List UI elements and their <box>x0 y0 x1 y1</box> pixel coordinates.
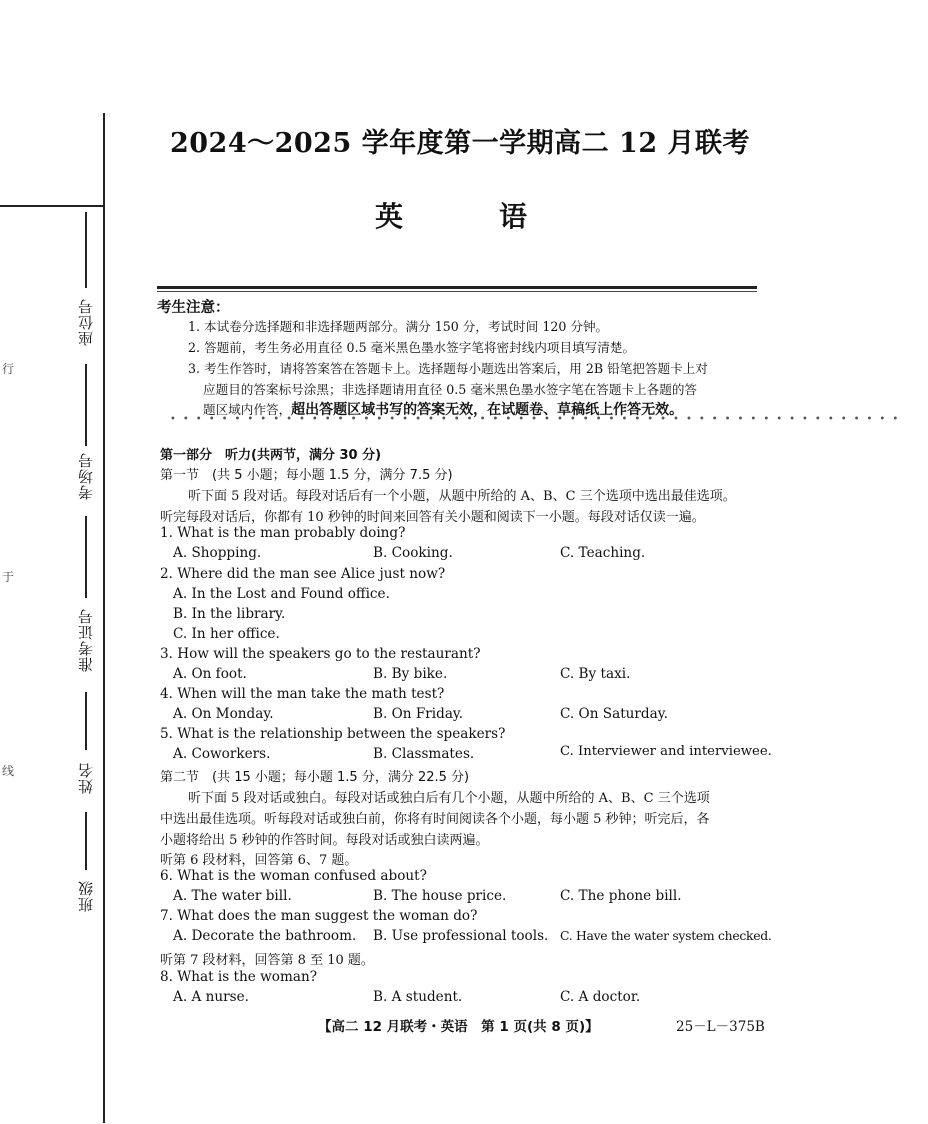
question-4: 4. When will the man take the math test? <box>160 686 445 702</box>
exam-title: 2024～2025 学年度第一学期高二 12 月联考 <box>169 128 751 159</box>
q1-option-b: B. Cooking. <box>373 545 453 561</box>
q5-option-c: C. Interviewer and interviewee. <box>560 744 772 759</box>
q6-option-a: A. The water bill. <box>173 888 292 904</box>
notice-item-1: 1. 本试卷分选择题和非选择题两部分。满分 150 分，考试时间 120 分钟。 <box>188 319 609 334</box>
margin-mark-3: 线 <box>2 764 15 778</box>
question-8: 8. What is the woman? <box>160 969 317 985</box>
q2-option-b: B. In the library. <box>173 606 286 622</box>
section1-instruction-1: 听下面 5 段对话。每段对话后有一个小题，从题中所给的 A、B、C 三个选项中选出最佳选项。 <box>188 489 736 504</box>
material-6-instruction: 听第 6 段材料，回答第 6、7 题。 <box>160 853 358 868</box>
notice-heading: 考生注意： <box>157 300 230 316</box>
q8-option-c: C. A doctor. <box>560 989 641 1005</box>
exam-room-rule <box>85 364 87 446</box>
question-7: 7. What does the man suggest the woman do? <box>160 908 478 924</box>
question-6: 6. What is the woman confused about? <box>160 868 427 884</box>
exam-room-label: 考场号 <box>77 452 95 500</box>
q1-option-c: C. Teaching. <box>560 545 646 561</box>
q3-option-a: A. On foot. <box>173 666 247 682</box>
material-7-instruction: 听第 7 段材料，回答第 8 至 10 题。 <box>160 953 374 968</box>
notice-plain-tail: 题区域内作答， <box>203 402 292 417</box>
separator-dots: ••••••••••••••••••••••••••••••••••••••••••••••••••••••••• <box>170 414 906 425</box>
question-3: 3. How will the speakers go to the restaurant? <box>160 646 481 662</box>
part1-heading: 第一部分 听力(共两节，满分 30 分) <box>160 448 382 463</box>
q6-option-b: B. The house price. <box>373 888 507 904</box>
seat-number-label: 座位号 <box>77 298 95 346</box>
question-1: 1. What is the man probably doing? <box>160 525 406 541</box>
q7-option-b: B. Use professional tools. <box>373 928 549 944</box>
class-rule <box>85 812 87 870</box>
notice-item-3-cont: 应题目的答案标号涂黑；非选择题请用直径 0.5 毫米黑色墨水签字笔在答题卡上各题的答 <box>203 382 698 397</box>
page-footer: 【高二 12 月联考・英语 第 1 页(共 8 页)】 <box>318 1019 599 1035</box>
question-5: 5. What is the relationship between the speakers? <box>160 726 506 742</box>
ticket-rule <box>85 516 87 598</box>
header-rule-thin <box>157 291 757 292</box>
notice-bold-warning: 超出答题区域书写的答案无效，在试题卷、草稿纸上作答无效。 <box>291 402 684 418</box>
class-label: 班级 <box>77 880 95 912</box>
section2-heading: 第二节 (共 15 小题；每小题 1.5 分，满分 22.5 分) <box>160 770 470 785</box>
notice-item-2: 2. 答题前，考生务必用直径 0.5 毫米黑色墨水签字笔将密封线内项目填写清楚。 <box>188 340 636 355</box>
ticket-number-label: 准考证号 <box>77 608 95 672</box>
exam-subject: 英 语 <box>374 200 561 233</box>
q5-option-a: A. Coworkers. <box>173 746 271 762</box>
section2-instruction-2: 中选出最佳选项。听每段对话或独白前，你将有时间阅读各个小题，每小题 5 秒钟；听完后，各 <box>160 812 710 827</box>
notice-item-3: 3. 考生作答时，请将答案答在答题卡上。选择题每小题选出答案后，用 2B 铅笔把答题卡上对 <box>188 361 708 376</box>
header-rule-thick <box>157 286 757 289</box>
q3-option-b: B. By bike. <box>373 666 448 682</box>
name-label: 姓名 <box>77 762 95 794</box>
margin-mark-2: 于 <box>2 570 15 584</box>
q1-option-a: A. Shopping. <box>173 545 262 561</box>
section2-instruction-3: 小题将给出 5 秒钟的作答时间。每段对话或独白读两遍。 <box>160 833 489 848</box>
q2-option-c: C. In her office. <box>173 626 280 642</box>
section1-instruction-2: 听完每段对话后，你都有 10 秒钟的时间来回答有关小题和阅读下一小题。每段对话仅读一遍。 <box>160 510 705 525</box>
margin-mark-1: 行 <box>2 362 15 376</box>
section2-instruction-1: 听下面 5 段对话或独白。每段对话或独白后有几个小题，从题中所给的 A、B、C 三个选项 <box>188 791 710 806</box>
q8-option-a: A. A nurse. <box>173 989 249 1005</box>
q7-option-a: A. Decorate the bathroom. <box>173 928 357 944</box>
paper-code: 25－L－375B <box>676 1019 765 1035</box>
section1-heading: 第一节 (共 5 小题；每小题 1.5 分，满分 7.5 分) <box>160 468 453 483</box>
binding-line-outer <box>103 113 105 1123</box>
name-rule <box>85 692 87 750</box>
q7-option-c: C. Have the water system checked. <box>560 928 772 943</box>
q3-option-c: C. By taxi. <box>560 666 631 682</box>
question-2: 2. Where did the man see Alice just now? <box>160 566 446 582</box>
q4-option-c: C. On Saturday. <box>560 706 668 722</box>
q5-option-b: B. Classmates. <box>373 746 475 762</box>
q4-option-b: B. On Friday. <box>373 706 464 722</box>
q4-option-a: A. On Monday. <box>173 706 274 722</box>
q8-option-b: B. A student. <box>373 989 463 1005</box>
q2-option-a: A. In the Lost and Found office. <box>173 586 390 602</box>
q6-option-c: C. The phone bill. <box>560 888 682 904</box>
